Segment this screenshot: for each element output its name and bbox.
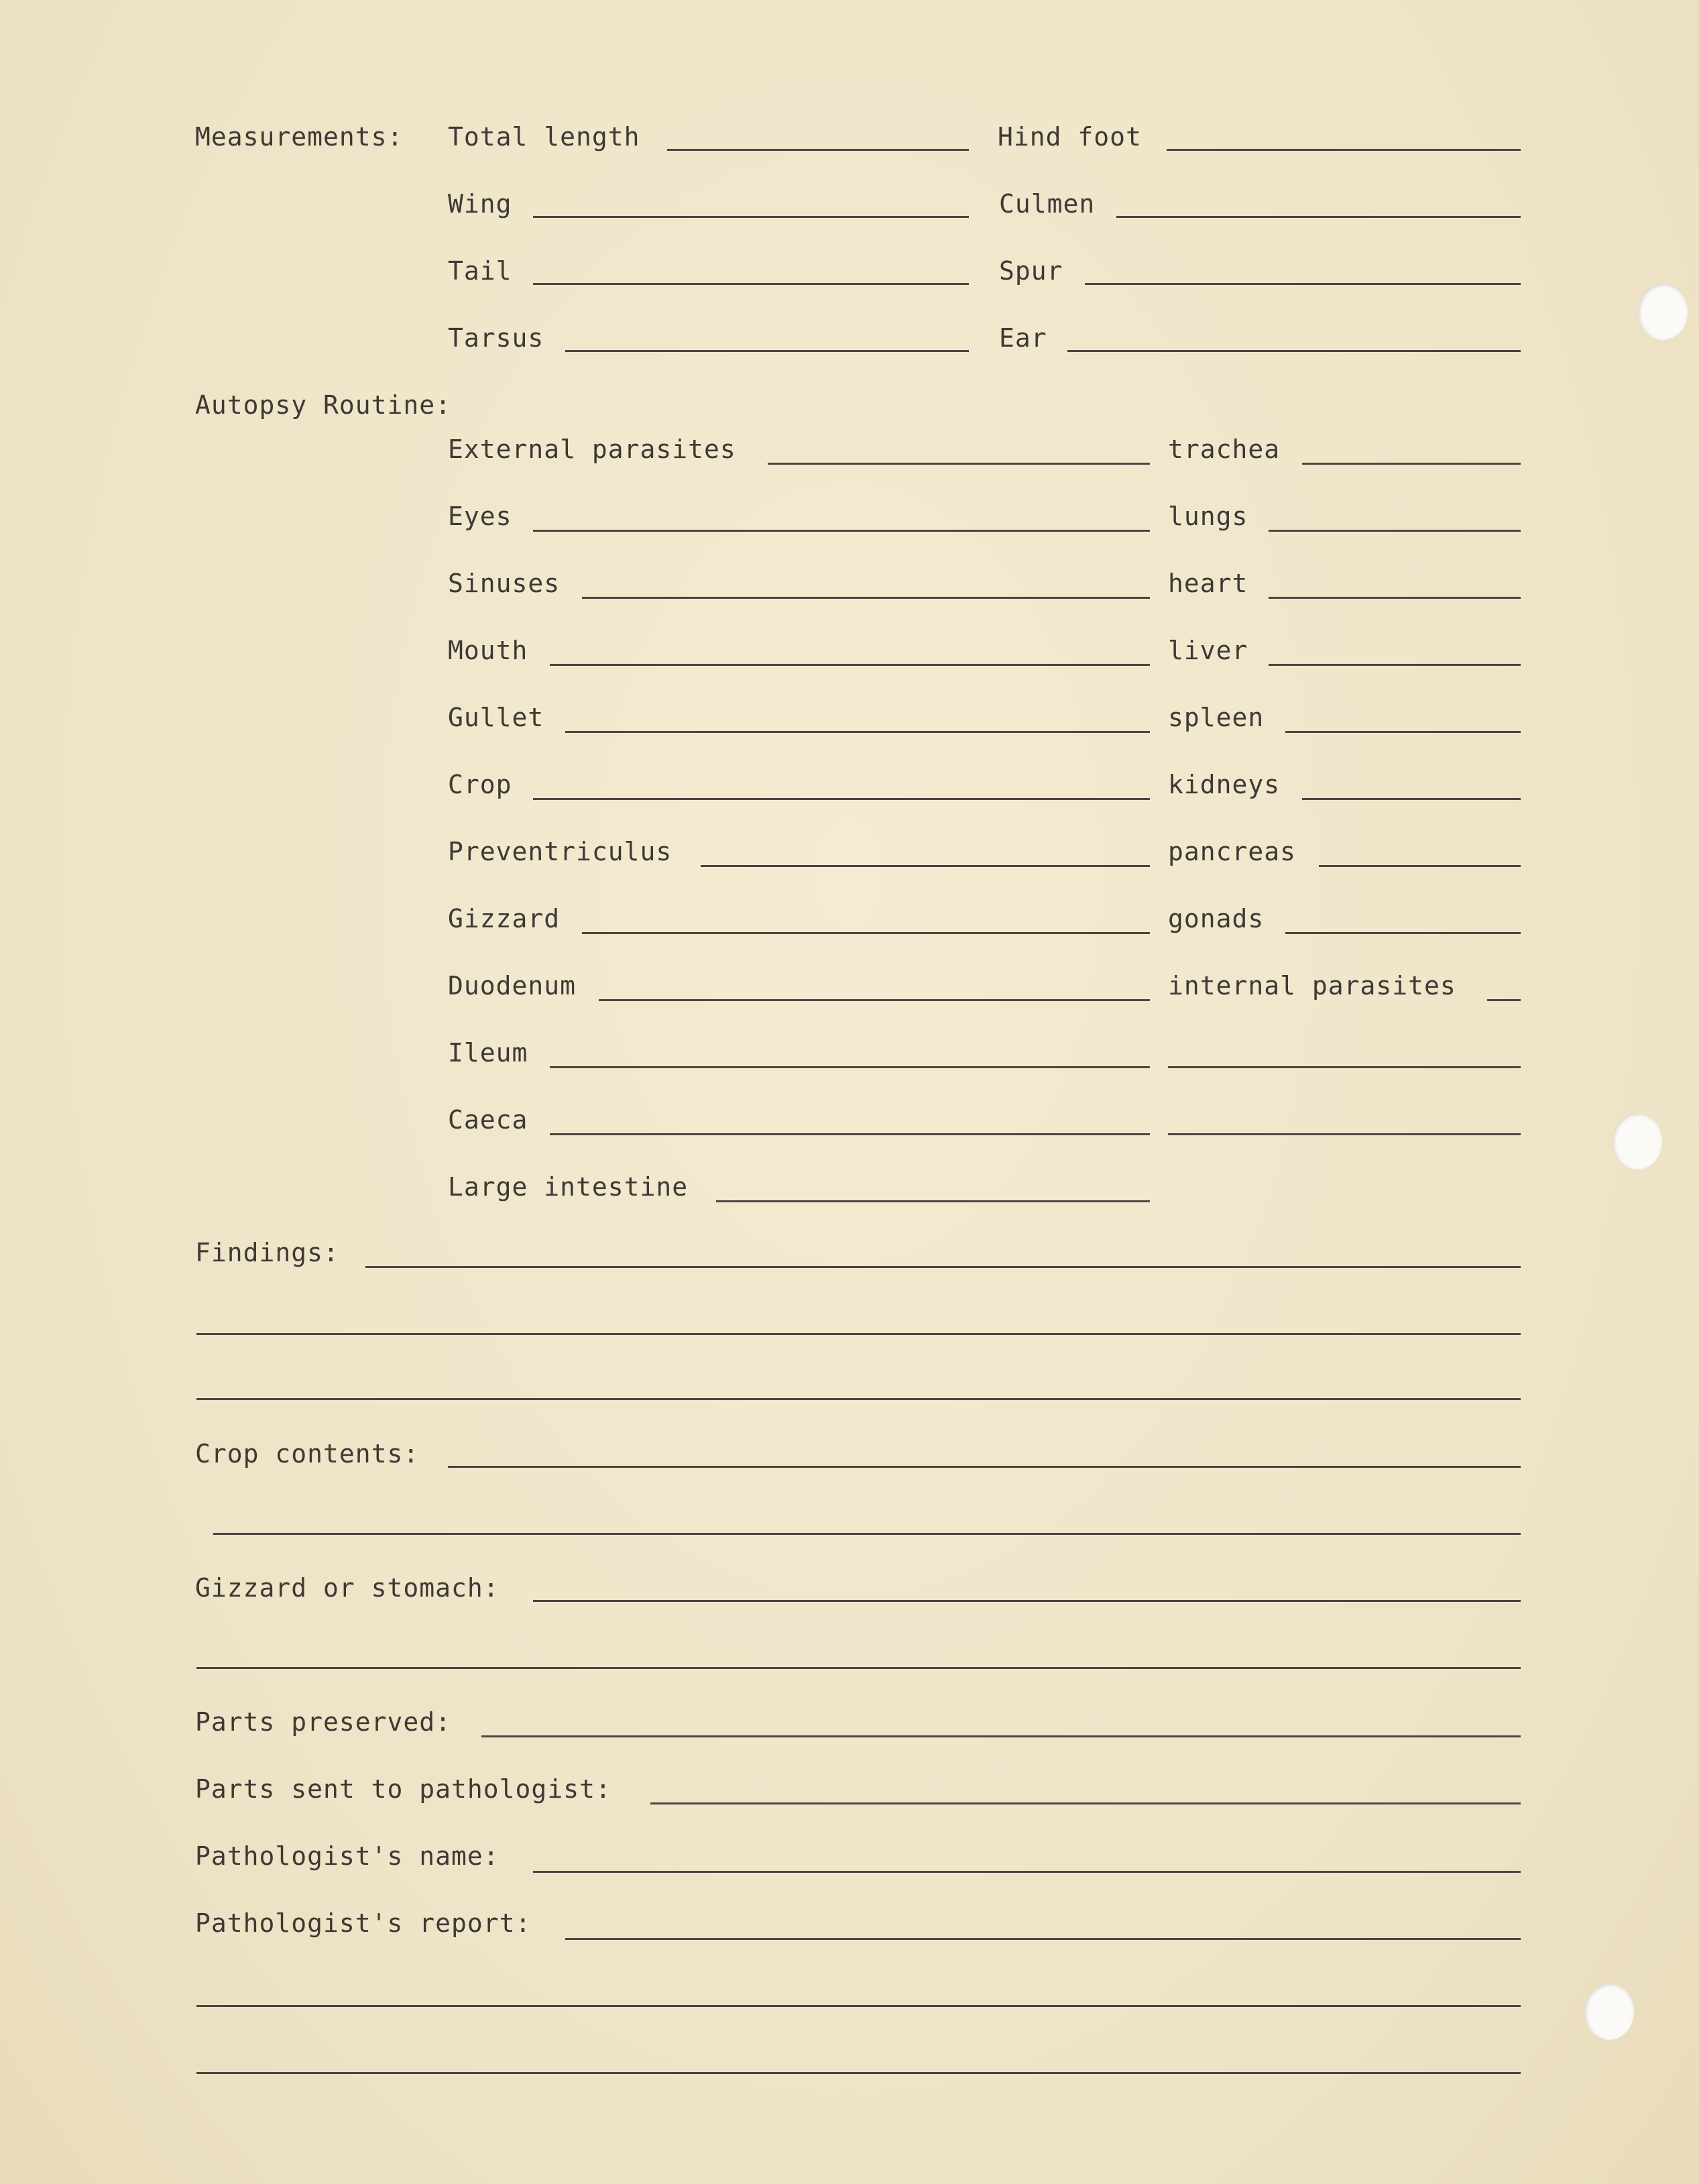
spur-label: Spur bbox=[999, 256, 1063, 286]
large-intestine-label: Large intestine bbox=[448, 1172, 689, 1202]
autopsy-heading: Autopsy Routine: bbox=[195, 390, 452, 420]
caeca-field[interactable] bbox=[550, 1133, 1150, 1135]
findings-line-3[interactable] bbox=[196, 1398, 1521, 1400]
mouth-label: Mouth bbox=[448, 636, 528, 665]
crop-contents-line-2[interactable] bbox=[213, 1533, 1521, 1535]
culmen-field[interactable] bbox=[1116, 216, 1521, 218]
duodenum-field[interactable] bbox=[599, 999, 1150, 1001]
pathologist-report-field[interactable] bbox=[565, 1938, 1521, 1940]
pathologist-report-line-3[interactable] bbox=[196, 2072, 1521, 2074]
spleen-label: spleen bbox=[1168, 703, 1265, 732]
gizzard-stomach-label: Gizzard or stomach: bbox=[195, 1573, 500, 1603]
parts-preserved-label: Parts preserved: bbox=[195, 1707, 452, 1737]
parts-preserved-field[interactable] bbox=[481, 1735, 1521, 1737]
gullet-field[interactable] bbox=[565, 731, 1150, 733]
total-length-label: Total length bbox=[448, 122, 640, 152]
preventriculus-label: Preventriculus bbox=[448, 837, 672, 866]
pathologist-report-label: Pathologist's report: bbox=[195, 1908, 532, 1938]
heart-label: heart bbox=[1168, 569, 1248, 598]
culmen-label: Culmen bbox=[999, 189, 1096, 219]
crop-field[interactable] bbox=[533, 798, 1150, 800]
trachea-field[interactable] bbox=[1302, 463, 1521, 465]
gizzard-field[interactable] bbox=[582, 932, 1150, 934]
findings-line-2[interactable] bbox=[196, 1333, 1521, 1335]
ileum-extra-field[interactable] bbox=[1168, 1066, 1521, 1068]
hind-foot-label: Hind foot bbox=[998, 122, 1142, 152]
findings-field[interactable] bbox=[365, 1266, 1521, 1268]
large-intestine-field[interactable] bbox=[716, 1200, 1150, 1202]
external-parasites-label: External parasites bbox=[448, 435, 736, 464]
gonads-field[interactable] bbox=[1285, 932, 1521, 934]
spleen-field[interactable] bbox=[1285, 731, 1521, 733]
crop-contents-field[interactable] bbox=[448, 1466, 1521, 1468]
liver-label: liver bbox=[1168, 636, 1248, 665]
preventriculus-field[interactable] bbox=[701, 865, 1150, 867]
punch-hole bbox=[1584, 1984, 1634, 2040]
gullet-label: Gullet bbox=[448, 703, 544, 732]
punch-hole bbox=[1638, 284, 1688, 340]
total-length-field[interactable] bbox=[667, 149, 969, 151]
external-parasites-field[interactable] bbox=[768, 463, 1150, 465]
tarsus-field[interactable] bbox=[565, 350, 969, 352]
parts-sent-label: Parts sent to pathologist: bbox=[195, 1774, 611, 1804]
liver-field[interactable] bbox=[1269, 664, 1521, 666]
trachea-label: trachea bbox=[1168, 435, 1281, 464]
pancreas-field[interactable] bbox=[1319, 865, 1521, 867]
wing-label: Wing bbox=[448, 189, 512, 219]
crop-contents-label: Crop contents: bbox=[195, 1439, 420, 1469]
tail-label: Tail bbox=[448, 256, 512, 286]
eyes-label: Eyes bbox=[448, 502, 512, 531]
sinuses-field[interactable] bbox=[582, 597, 1150, 599]
parts-sent-field[interactable] bbox=[650, 1802, 1521, 1804]
caeca-extra-field[interactable] bbox=[1168, 1133, 1521, 1135]
gizzard-stomach-field[interactable] bbox=[533, 1600, 1521, 1602]
ear-field[interactable] bbox=[1067, 350, 1521, 352]
gizzard-label: Gizzard bbox=[448, 904, 561, 933]
gonads-label: gonads bbox=[1168, 904, 1265, 933]
sinuses-label: Sinuses bbox=[448, 569, 561, 598]
gizzard-stomach-line-2[interactable] bbox=[196, 1667, 1521, 1669]
kidneys-field[interactable] bbox=[1302, 798, 1521, 800]
wing-field[interactable] bbox=[533, 216, 969, 218]
ileum-field[interactable] bbox=[550, 1066, 1150, 1068]
lungs-field[interactable] bbox=[1269, 530, 1521, 532]
hind-foot-field[interactable] bbox=[1167, 149, 1521, 151]
duodenum-label: Duodenum bbox=[448, 971, 577, 1000]
punch-hole bbox=[1613, 1113, 1662, 1169]
spur-field[interactable] bbox=[1085, 283, 1521, 285]
tail-field[interactable] bbox=[533, 283, 969, 285]
heart-field[interactable] bbox=[1269, 597, 1521, 599]
pathologist-name-label: Pathologist's name: bbox=[195, 1841, 500, 1871]
ear-label: Ear bbox=[999, 323, 1047, 353]
kidneys-label: kidneys bbox=[1168, 770, 1281, 799]
pathologist-name-field[interactable] bbox=[533, 1871, 1521, 1873]
crop-label: Crop bbox=[448, 770, 512, 799]
mouth-field[interactable] bbox=[550, 664, 1150, 666]
lungs-label: lungs bbox=[1168, 502, 1248, 531]
internal-parasites-field[interactable] bbox=[1487, 999, 1521, 1001]
ileum-label: Ileum bbox=[448, 1038, 528, 1068]
eyes-field[interactable] bbox=[533, 530, 1150, 532]
caeca-label: Caeca bbox=[448, 1105, 528, 1135]
internal-parasites-label: internal parasites bbox=[1168, 971, 1456, 1000]
findings-label: Findings: bbox=[195, 1238, 339, 1267]
pancreas-label: pancreas bbox=[1168, 837, 1297, 866]
pathologist-report-line-2[interactable] bbox=[196, 2005, 1521, 2007]
tarsus-label: Tarsus bbox=[448, 323, 544, 353]
measurements-heading: Measurements: bbox=[195, 122, 404, 152]
